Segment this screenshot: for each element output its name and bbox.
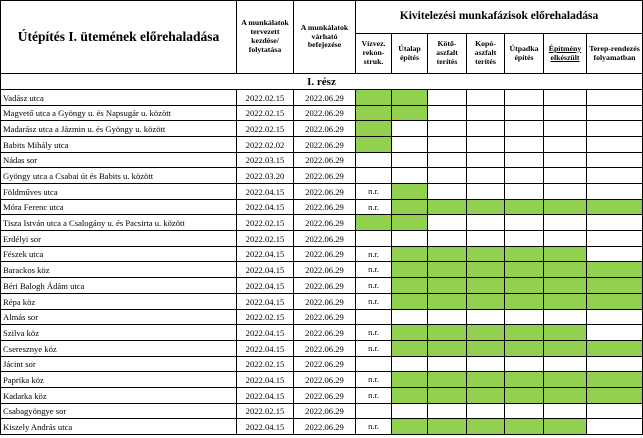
- end-date: 2022.06.29: [294, 215, 356, 231]
- phase-cell: n.r.: [356, 200, 392, 215]
- phase-cell: [428, 168, 467, 184]
- street-name: Kiszely András utca: [0, 419, 237, 435]
- phase-cell: [505, 325, 544, 341]
- phase-cell: [356, 215, 392, 231]
- phase-cell: [587, 294, 643, 310]
- start-date: 2022.02.15: [237, 404, 294, 419]
- phase-header: Útpadka építés: [505, 34, 544, 74]
- start-date: 2022.02.15: [237, 90, 294, 106]
- phase-cell: [356, 90, 392, 106]
- phase-cell: [467, 310, 505, 325]
- start-date: 2022.02.15: [237, 310, 294, 325]
- phase-cell: [467, 231, 505, 247]
- phase-cell: [428, 90, 467, 106]
- phase-cell: [428, 341, 467, 357]
- end-date: 2022.06.29: [294, 388, 356, 404]
- phase-cell: [467, 121, 505, 137]
- end-date: 2022.06.29: [294, 294, 356, 310]
- phase-cell: [544, 200, 587, 215]
- phase-cell: n.r.: [356, 184, 392, 200]
- phase-cell: [467, 247, 505, 262]
- table-title: Útépítés I. ütemének előrehaladása: [0, 0, 237, 74]
- phase-cell: [544, 325, 587, 341]
- phase-cell: [392, 357, 428, 372]
- phase-cell: [587, 168, 643, 184]
- phase-cell: [587, 121, 643, 137]
- phase-cell: [356, 153, 392, 168]
- phase-cell: [428, 184, 467, 200]
- start-date: 2022.04.15: [237, 200, 294, 215]
- phase-cell: [428, 121, 467, 137]
- end-date: 2022.06.29: [294, 168, 356, 184]
- phase-cell: [467, 106, 505, 121]
- phase-cell: [587, 184, 643, 200]
- start-date: 2022.04.15: [237, 278, 294, 294]
- phase-cell: [467, 168, 505, 184]
- street-name: Móra Ferenc utca: [0, 200, 237, 215]
- start-date: 2022.04.15: [237, 372, 294, 388]
- phase-cell: [467, 262, 505, 278]
- street-name: Vadász utca: [0, 90, 237, 106]
- phase-cell: [467, 294, 505, 310]
- phase-cell: [428, 325, 467, 341]
- phase-cell: [392, 404, 428, 419]
- start-date: 2022.04.15: [237, 325, 294, 341]
- phase-header: Építmény elkészült: [544, 34, 587, 74]
- phase-cell: [392, 419, 428, 435]
- phase-cell: [392, 294, 428, 310]
- phase-cell: [392, 200, 428, 215]
- phase-cell: [505, 372, 544, 388]
- phase-cell: [587, 200, 643, 215]
- phase-cell: [587, 419, 643, 435]
- phase-cell: [356, 137, 392, 153]
- street-name: Erdélyi sor: [0, 231, 237, 247]
- phase-cell: [505, 278, 544, 294]
- end-date: 2022.06.29: [294, 341, 356, 357]
- phase-cell: [356, 310, 392, 325]
- phase-cell: [428, 310, 467, 325]
- phase-cell: n.r.: [356, 294, 392, 310]
- phase-cell: [467, 357, 505, 372]
- phase-cell: [392, 310, 428, 325]
- phase-cell: [544, 106, 587, 121]
- phase-cell: [428, 231, 467, 247]
- end-date: 2022.06.29: [294, 200, 356, 215]
- start-date: 2022.04.15: [237, 247, 294, 262]
- start-date: 2022.04.15: [237, 262, 294, 278]
- end-date: 2022.06.29: [294, 231, 356, 247]
- phase-cell: [467, 325, 505, 341]
- phase-cell: [544, 310, 587, 325]
- start-date-header: A munkálatok tervezett kezdése/ folytatása: [237, 0, 294, 74]
- street-name: Kadarka köz: [0, 388, 237, 404]
- phase-cell: [467, 278, 505, 294]
- street-name: Szilva köz: [0, 325, 237, 341]
- start-date: 2022.02.15: [237, 357, 294, 372]
- phase-cell: [428, 372, 467, 388]
- phase-cell: [392, 168, 428, 184]
- phase-cell: [356, 121, 392, 137]
- phase-cell: [544, 153, 587, 168]
- street-name: Gyöngy utca a Csabai út és Babits u. között: [0, 168, 237, 184]
- end-date: 2022.06.29: [294, 404, 356, 419]
- start-date: 2022.02.15: [237, 215, 294, 231]
- phase-cell: [392, 137, 428, 153]
- section-label: I. rész: [0, 74, 643, 90]
- phase-header: Útalap építés: [392, 34, 428, 74]
- end-date: 2022.06.29: [294, 137, 356, 153]
- end-date: 2022.06.29: [294, 90, 356, 106]
- end-date: 2022.06.29: [294, 184, 356, 200]
- phase-cell: [505, 404, 544, 419]
- phase-cell: [467, 404, 505, 419]
- phase-cell: [392, 247, 428, 262]
- phase-cell: n.r.: [356, 325, 392, 341]
- phase-cell: [544, 278, 587, 294]
- phase-cell: [587, 372, 643, 388]
- phase-cell: [544, 247, 587, 262]
- phase-cell: [392, 121, 428, 137]
- phase-cell: [587, 341, 643, 357]
- phase-cell: [467, 200, 505, 215]
- street-name: Almás sor: [0, 310, 237, 325]
- phase-cell: [392, 372, 428, 388]
- phase-cell: [505, 388, 544, 404]
- start-date: 2022.02.15: [237, 106, 294, 121]
- phase-cell: [428, 247, 467, 262]
- phase-cell: [544, 184, 587, 200]
- phase-cell: [428, 388, 467, 404]
- street-name: Csabagyöngye sor: [0, 404, 237, 419]
- start-date: 2022.03.15: [237, 153, 294, 168]
- end-date: 2022.06.29: [294, 419, 356, 435]
- phase-cell: n.r.: [356, 419, 392, 435]
- phase-cell: [428, 294, 467, 310]
- phases-header: Kivitelezési munkafázisok előrehaladása: [356, 0, 643, 34]
- phase-cell: [356, 357, 392, 372]
- street-name: Tisza István utca a Csalogány u. és Pacsirta u. között: [0, 215, 237, 231]
- start-date: 2022.02.02: [237, 137, 294, 153]
- phase-cell: [505, 200, 544, 215]
- phase-cell: [467, 90, 505, 106]
- phase-cell: [544, 388, 587, 404]
- start-date: 2022.04.15: [237, 294, 294, 310]
- phase-cell: n.r.: [356, 341, 392, 357]
- phase-cell: [505, 294, 544, 310]
- start-date: 2022.04.15: [237, 388, 294, 404]
- end-date: 2022.06.29: [294, 372, 356, 388]
- street-name: Béri Balogh Ádám utca: [0, 278, 237, 294]
- phase-cell: [392, 231, 428, 247]
- phase-cell: [544, 294, 587, 310]
- phase-cell: [505, 247, 544, 262]
- phase-cell: [428, 278, 467, 294]
- phase-cell: [544, 137, 587, 153]
- phase-cell: [392, 90, 428, 106]
- phase-cell: [505, 262, 544, 278]
- phase-cell: [505, 215, 544, 231]
- phase-cell: [587, 278, 643, 294]
- phase-cell: [587, 247, 643, 262]
- end-date: 2022.06.29: [294, 325, 356, 341]
- phase-header: Kötő-aszfalt terítés: [428, 34, 467, 74]
- phase-cell: [356, 168, 392, 184]
- phase-cell: [587, 137, 643, 153]
- phase-cell: [392, 388, 428, 404]
- phase-cell: [544, 372, 587, 388]
- phase-cell: [544, 215, 587, 231]
- end-date: 2022.06.29: [294, 357, 356, 372]
- street-name: Babits Mihály utca: [0, 137, 237, 153]
- phase-cell: [587, 215, 643, 231]
- start-date: 2022.04.15: [237, 341, 294, 357]
- phase-cell: [587, 357, 643, 372]
- phase-cell: [428, 419, 467, 435]
- phase-cell: [428, 106, 467, 121]
- phase-cell: [467, 137, 505, 153]
- phase-cell: [428, 262, 467, 278]
- phase-cell: [467, 372, 505, 388]
- end-date: 2022.06.29: [294, 278, 356, 294]
- phase-cell: [505, 168, 544, 184]
- phase-cell: [587, 388, 643, 404]
- phase-cell: [392, 262, 428, 278]
- street-name: Nádas sor: [0, 153, 237, 168]
- phase-cell: [505, 153, 544, 168]
- phase-cell: [587, 153, 643, 168]
- street-name: Répa köz: [0, 294, 237, 310]
- phase-cell: n.r.: [356, 278, 392, 294]
- phase-cell: [467, 341, 505, 357]
- start-date: 2022.03.20: [237, 168, 294, 184]
- phase-cell: [428, 200, 467, 215]
- phase-cell: [392, 184, 428, 200]
- phase-cell: [505, 184, 544, 200]
- phase-cell: [505, 106, 544, 121]
- phase-cell: [544, 90, 587, 106]
- street-name: Fészek utca: [0, 247, 237, 262]
- phase-cell: [505, 419, 544, 435]
- phase-cell: [544, 262, 587, 278]
- start-date: 2022.02.15: [237, 121, 294, 137]
- phase-cell: [505, 137, 544, 153]
- phase-cell: [467, 419, 505, 435]
- phase-cell: [544, 419, 587, 435]
- phase-cell: [505, 90, 544, 106]
- phase-cell: [392, 278, 428, 294]
- start-date: 2022.02.15: [237, 231, 294, 247]
- phase-cell: [505, 231, 544, 247]
- end-date-header: A munkálatok várható befejezése: [294, 0, 356, 74]
- phase-cell: [428, 137, 467, 153]
- end-date: 2022.06.29: [294, 262, 356, 278]
- start-date: 2022.04.15: [237, 419, 294, 435]
- phase-cell: [392, 325, 428, 341]
- phase-cell: n.r.: [356, 262, 392, 278]
- phase-cell: [505, 341, 544, 357]
- phase-cell: [587, 262, 643, 278]
- phase-cell: [392, 215, 428, 231]
- start-date: 2022.04.15: [237, 184, 294, 200]
- phase-cell: [467, 388, 505, 404]
- phase-cell: [356, 106, 392, 121]
- street-name: Barackos köz: [0, 262, 237, 278]
- phase-cell: [467, 153, 505, 168]
- phase-cell: [505, 357, 544, 372]
- street-name: Földműves utca: [0, 184, 237, 200]
- phase-cell: [544, 231, 587, 247]
- phase-cell: [392, 341, 428, 357]
- phase-cell: n.r.: [356, 247, 392, 262]
- phase-cell: [356, 404, 392, 419]
- phase-cell: [356, 231, 392, 247]
- phase-header: Kopó-aszfalt terítés: [467, 34, 505, 74]
- phase-cell: [544, 168, 587, 184]
- phase-cell: [587, 404, 643, 419]
- end-date: 2022.06.29: [294, 247, 356, 262]
- phase-cell: [467, 215, 505, 231]
- street-name: Madarász utca a Jázmin u. és Gyöngy u. között: [0, 121, 237, 137]
- phase-cell: n.r.: [356, 388, 392, 404]
- phase-cell: [428, 404, 467, 419]
- phase-cell: n.r.: [356, 372, 392, 388]
- phase-cell: [587, 106, 643, 121]
- phase-cell: [587, 310, 643, 325]
- phase-header: Vízvez. rekon-struk.: [356, 34, 392, 74]
- phase-cell: [587, 231, 643, 247]
- phase-cell: [544, 121, 587, 137]
- phase-cell: [544, 341, 587, 357]
- phase-cell: [505, 310, 544, 325]
- end-date: 2022.06.29: [294, 106, 356, 121]
- phase-header: Terep-rendezés folyamatban: [587, 34, 643, 74]
- phase-cell: [544, 404, 587, 419]
- phase-cell: [587, 90, 643, 106]
- phase-cell: [505, 121, 544, 137]
- phase-cell: [428, 357, 467, 372]
- phase-cell: [392, 153, 428, 168]
- street-name: Jácint sor: [0, 357, 237, 372]
- end-date: 2022.06.29: [294, 310, 356, 325]
- phase-cell: [428, 215, 467, 231]
- phase-cell: [587, 325, 643, 341]
- end-date: 2022.06.29: [294, 153, 356, 168]
- end-date: 2022.06.29: [294, 121, 356, 137]
- street-name: Paprika köz: [0, 372, 237, 388]
- phase-cell: [428, 153, 467, 168]
- phase-cell: [392, 106, 428, 121]
- street-name: Cseresznye köz: [0, 341, 237, 357]
- phase-cell: [544, 357, 587, 372]
- street-name: Magvető utca a Gyöngy u. és Napsugár u. között: [0, 106, 237, 121]
- phase-cell: [467, 184, 505, 200]
